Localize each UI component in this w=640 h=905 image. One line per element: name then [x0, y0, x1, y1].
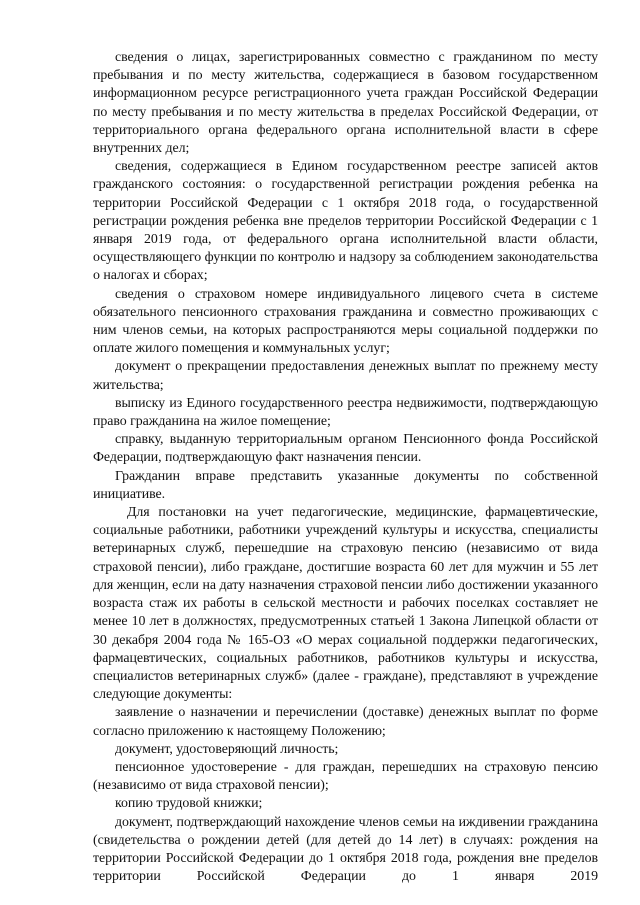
paragraph-civil-registry-info: сведения, содержащиеся в Едином государственном реестре записей актов гражданского состояния: о государственной регистрации рождения ребенка на территории Российской Федерации с 1 октября 2018 года, о государственной регистрации рождения ребенка вне пределов территории Российской Федерации с 1 января 2019 года, от федерального органа исполнительной власти области, осуществляющего функции по контролю и надзору за соблюдением законодательства о налогах и сборах;	[93, 159, 598, 284]
paragraph-pension-id: пенсионное удостоверение - для граждан, перешедших на страховую пенсию (независимо от вида страховой пенсии);	[93, 759, 598, 794]
paragraph-pension-certificate: справку, выданную территориальным органом Пенсионного фонда Российской Федерации, подтверждающую факт назначения пенсии.	[93, 432, 598, 466]
paragraph-own-initiative: Гражданин вправе представить указанные документы по собственной инициативе.	[93, 468, 598, 502]
paragraph-registration-info: сведения о лицах, зарегистрированных совместно с гражданином по месту пребывания и по месту жительства, содержащиеся в базовом государственном информационном ресурсе регистрационного учета граждан Российской Федерации по месту пребывания и по месту жительства в пределах Российской Федерации, от территориального органа федерального органа исполнительной власти в сфере внутренних дел;	[93, 50, 598, 157]
paragraph-property-extract: выписку из Единого государственного реестра недвижимости, подтверждающую право гражданина на жилое помещение;	[93, 395, 598, 430]
paragraph-snils-info: сведения о страховом номере индивидуального лицевого счета в системе обязательного пенсионного страхования гражданина и совместно проживающих с ним членов семьи, на которых распространяются меры социальной поддержки по оплате жилого помещения и коммунальных услуг;	[93, 286, 598, 357]
paragraph-application-form: заявление о назначении и перечислении (доставке) денежных выплат по форме согласно приложению к настоящему Положению;	[93, 705, 598, 739]
paragraph-identity-document: документ, удостоверяющий личность;	[115, 741, 339, 757]
paragraph-dependents-document: документ, подтверждающий нахождение членов семьи на иждивении гражданина (свидетельства о рождении детей (для детей до 14 лет) в случаях: рождения на территории Российской Федерации до 1 октября 2018 года, рождения вне пределов территории Российской Федерации до 1 января 2019	[93, 814, 598, 885]
paragraph-work-book-copy: копию трудовой книжки;	[115, 796, 263, 812]
paragraph-termination-document: документ о прекращении предоставления денежных выплат по прежнему месту жительства;	[93, 359, 598, 393]
paragraph-registration-conditions: Для постановки на учет педагогические, медицинские, фармацевтические, социальные работники, работники учреждений культуры и искусства, специалисты ветеринарных служб, перешедшие на страховую пенсию (независимо от вида страховой пенсии), либо граждане, достигшие возраста 60 лет для мужчин и 55 лет для женщин, если на дату назначения страховой пенсии либо достижении указанного возраста стаж их работы в сельской местности и рабочих поселках составляет не менее 10 лет в должностях, предусмотренных статьей 1 Закона Липецкой области от 30 декабря 2004 года № 165-ОЗ «О мерах социальной поддержки педагогических, фармацевтических, социальных работников, работников культуры и искусства, специалистов ветеринарных служб» (далее - граждане), представляют в учреждение следующие документы:	[93, 505, 598, 703]
